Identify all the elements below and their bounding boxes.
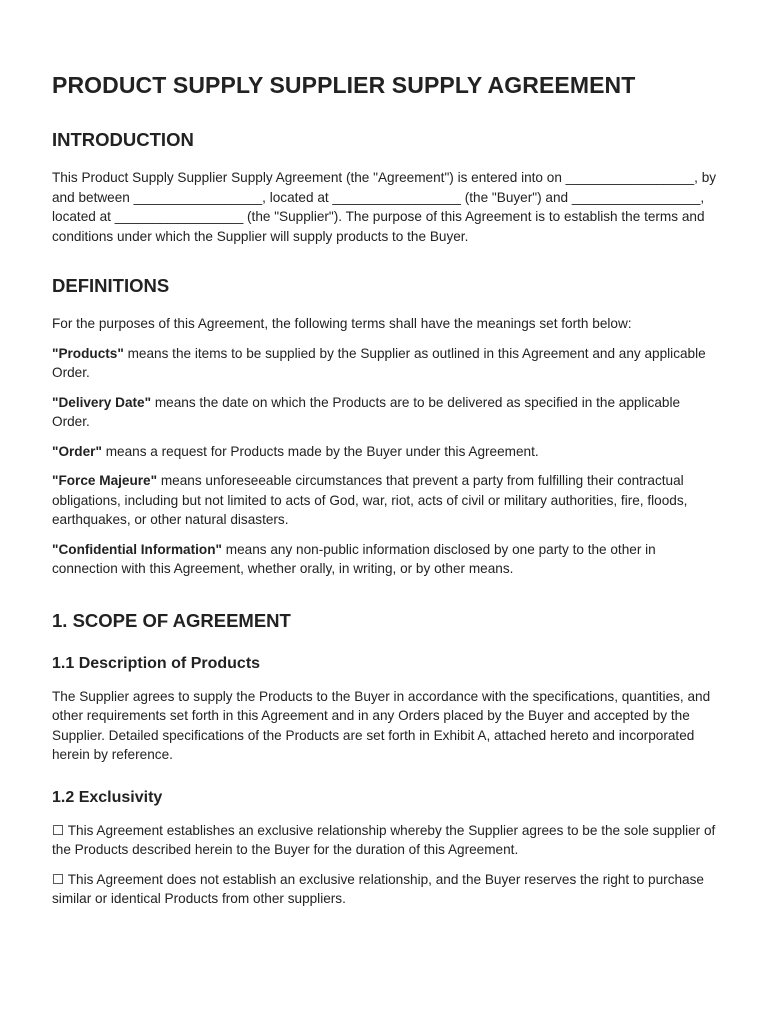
exclusivity-option-non-exclusive[interactable]: ☐ This Agreement does not establish an exclusive relationship, and the Buyer reserves the right to purchase similar or identical Products from other suppliers. bbox=[52, 871, 704, 906]
definition-order bbox=[52, 442, 718, 462]
definition-text: means unforeseeable circumstances that prevent a party from fulfilling their contractual obligations, including but not limited to acts of God, war, riot, acts of civil or military authorities, fire, floods, earthquakes, or other natural disasters. bbox=[52, 473, 688, 527]
definitions-intro: For the purposes of this Agreement, the following terms shall have the meanings set forth below: bbox=[52, 316, 632, 331]
scope-heading: 1. SCOPE OF AGREEMENT bbox=[52, 609, 291, 631]
description-of-products-paragraph: The Supplier agrees to supply the Products to the Buyer in accordance with the specifications, quantities, and other requirements set forth in this Agreement and in any Orders placed by the Buyer and accepted by the Supplier. Detailed specifications of the Products are set forth in Exhibit A, attached hereto and incorporated herein by reference. bbox=[52, 688, 711, 762]
definition-term: "Confidential Information" bbox=[52, 541, 222, 557]
introduction-paragraph: This Product Supply Supplier Supply Agreement (the "Agreement") is entered into on _________________, by and between _________________, located at _________________ (the "Buyer") and _________________, located at _________________ (the "Supplier"). The purpose of this Agreement is to establish the terms and conditions under which the Supplier will supply products to the Buyer. bbox=[52, 170, 717, 244]
document-title: PRODUCT SUPPLY SUPPLIER SUPPLY AGREEMENT bbox=[52, 72, 636, 98]
definition-delivery-date bbox=[52, 393, 718, 432]
exclusivity-heading: 1.2 Exclusivity bbox=[52, 788, 163, 806]
description-of-products-heading: 1.1 Description of Products bbox=[52, 654, 261, 672]
definition-text: means the items to be supplied by the Supplier as outlined in this Agreement and any applicable Order. bbox=[52, 345, 706, 380]
definitions-heading: DEFINITIONS bbox=[52, 275, 170, 296]
introduction-heading: INTRODUCTION bbox=[52, 129, 194, 150]
definition-products bbox=[52, 344, 718, 383]
definition-text: means a request for Products made by the Buyer under this Agreement. bbox=[101, 443, 539, 459]
definition-term: "Order" bbox=[52, 443, 102, 459]
definition-term: "Force Majeure" bbox=[52, 473, 158, 488]
definition-text: means the date on which the Products are to be delivered as specified in the applicable Order. bbox=[52, 394, 681, 429]
definition-force-majeure bbox=[52, 471, 718, 530]
definition-term: "Delivery Date" bbox=[52, 394, 152, 410]
definition-term: "Products" bbox=[52, 345, 124, 361]
exclusivity-option-exclusive[interactable]: ☐ This Agreement establishes an exclusive relationship whereby the Supplier agrees to be the sole supplier of the Products described herein to the Buyer for the duration of this Agreement. bbox=[52, 822, 716, 857]
definition-text: means any non-public information disclosed by one party to the other in connection with this Agreement, whether orally, in writing, or by other means. bbox=[52, 541, 656, 576]
definition-confidential-information bbox=[52, 540, 718, 579]
